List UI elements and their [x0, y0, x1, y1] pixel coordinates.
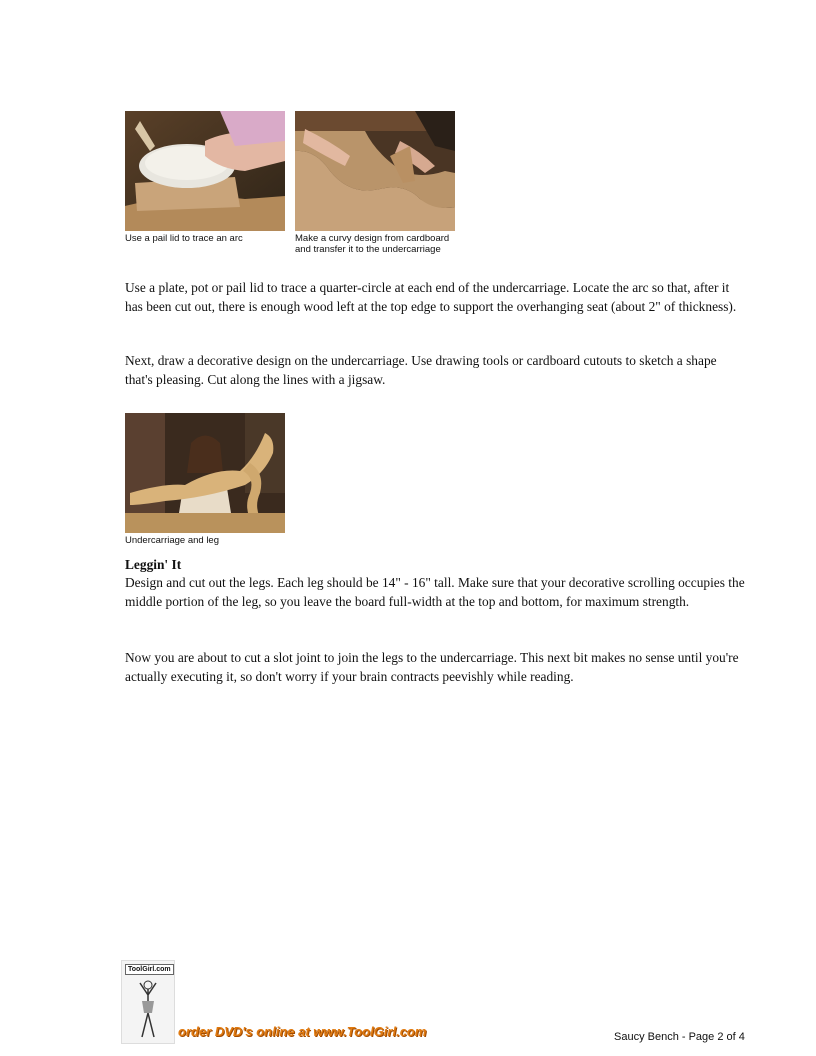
photo-undercarriage-leg-image [125, 413, 285, 533]
photo-curvy-design [295, 111, 455, 231]
figure-caption: Use a pail lid to trace an arc [125, 233, 243, 244]
photo-trace-arc-image [125, 111, 285, 231]
toolgirl-logo [121, 960, 175, 1044]
page-footer-label: Saucy Bench - Page 2 of 4 [614, 1031, 745, 1043]
photo-undercarriage-leg [125, 413, 285, 533]
section-heading: Leggin' It [125, 557, 182, 572]
paragraph: Next, draw a decorative design on the undercarriage. Use drawing tools or cardboard cutouts to sketch a shape that's pleasing. Cut along the lines with a jigsaw. [125, 353, 717, 387]
logo-text: ToolGirl.com [125, 964, 174, 975]
paragraph: Design and cut out the legs. Each leg should be 14" - 16" tall. Make sure that your decorative scrolling occupies the middle portion of the leg, so you leave the board full-width at the top and bottom, for maximum strength. [125, 575, 745, 609]
paragraph: Now you are about to cut a slot joint to join the legs to the undercarriage. This next bit makes no sense until you're actually executing it, so don't worry if your brain contracts peevishly while reading. [125, 650, 739, 684]
order-dvd-link[interactable]: order DVD's online at www.ToolGirl.com [178, 1024, 427, 1039]
logo-figure-icon [122, 961, 174, 1043]
figure-caption: Undercarriage and leg [125, 535, 220, 546]
photo-curvy-design-image [295, 111, 455, 231]
paragraph: Use a plate, pot or pail lid to trace a quarter-circle at each end of the undercarriage. Locate the arc so that, after it has been cut out, there is enough wood left at the top edge to support the overhanging seat (about 2" of thickness). [125, 280, 737, 314]
photo-trace-arc [125, 111, 285, 231]
figure-caption: Make a curvy design from cardboard and transfer it to the undercarriage [295, 233, 450, 255]
